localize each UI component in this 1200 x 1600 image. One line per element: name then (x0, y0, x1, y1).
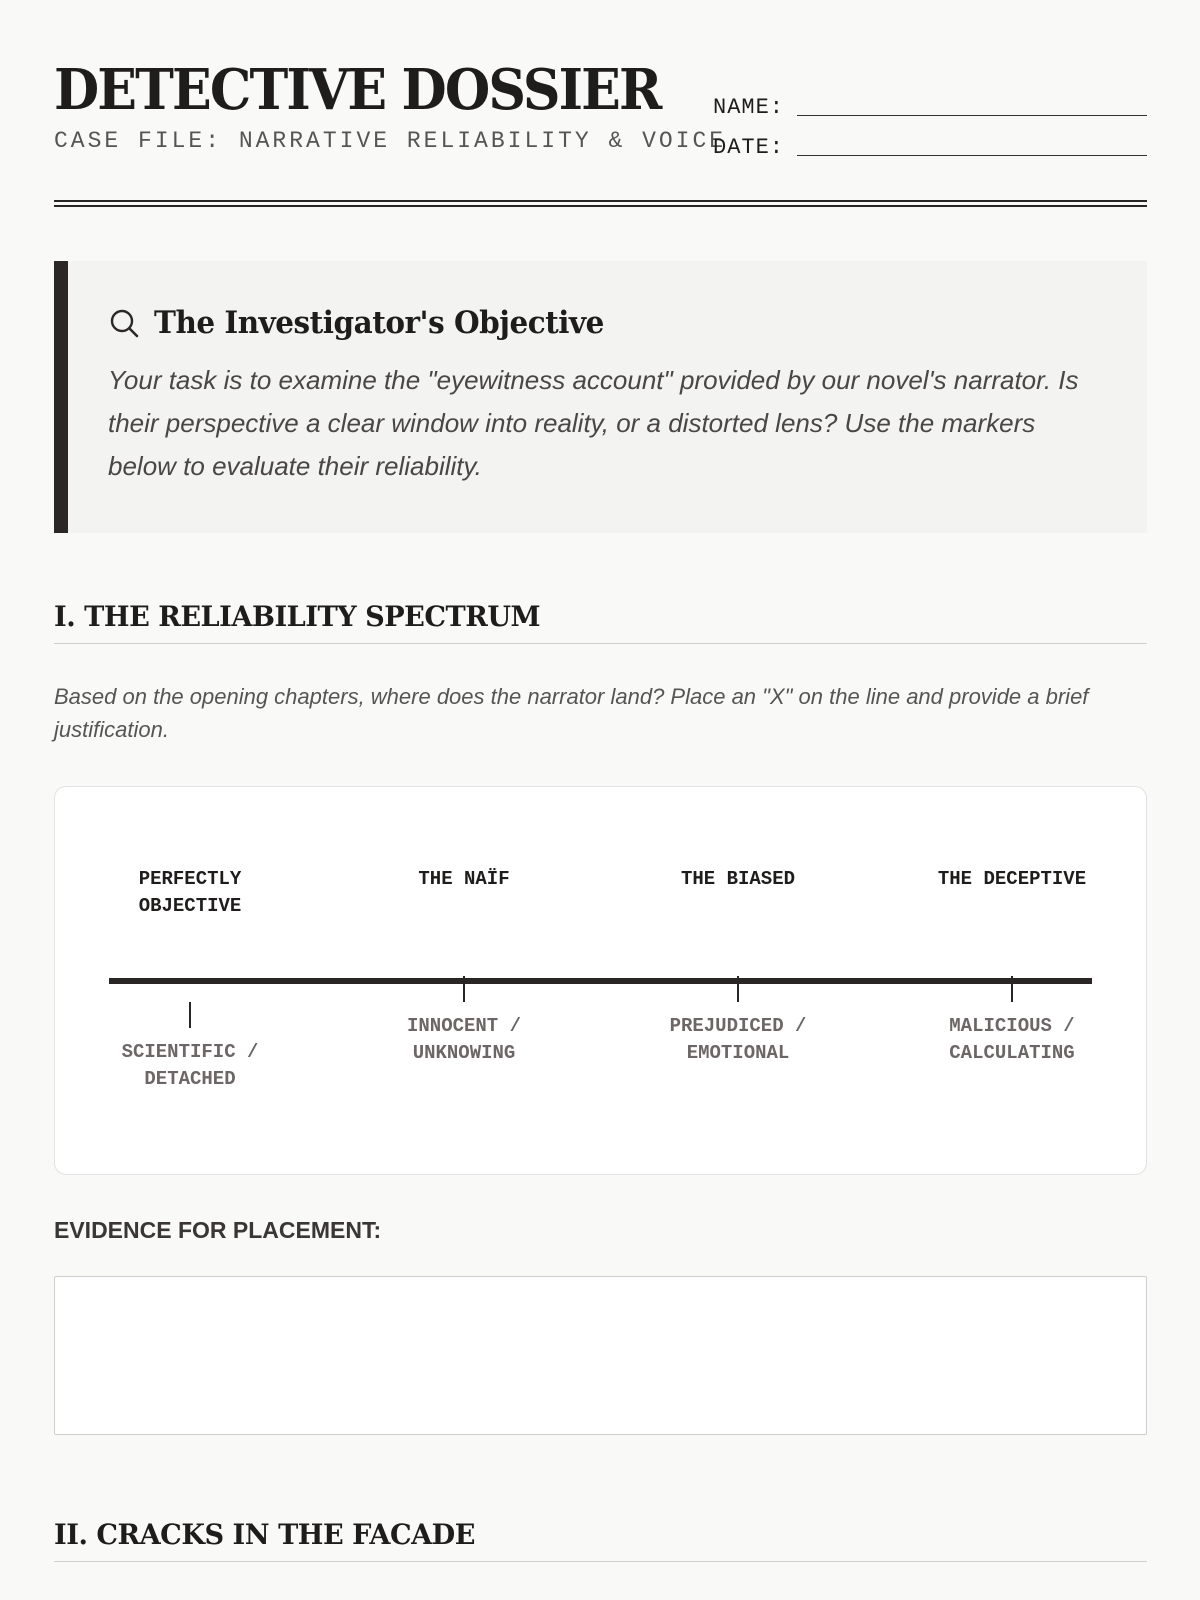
name-label: NAME: (713, 95, 785, 120)
evidence-text-area[interactable] (54, 1276, 1147, 1435)
spectrum-tick (463, 976, 465, 1002)
marker-bottom-label: PREJUDICED / EMOTIONAL (669, 1015, 807, 1064)
marker-bottom-label: MALICIOUS / CALCULATING (949, 1015, 1075, 1064)
marker-top-label: THE BIASED (680, 868, 796, 890)
objective-text: Your task is to examine the "eyewitness account" provided by our novel's narrator. Is their perspective a clear window into reality, or a distorted lens? Use the markers below to evaluate their reliability. (108, 365, 1079, 481)
name-field-row (713, 88, 1147, 122)
spectrum-tick (1011, 976, 1013, 1002)
spectrum-line[interactable] (109, 978, 1092, 984)
spectrum-tick (189, 1002, 191, 1028)
spectrum-tick (737, 976, 739, 1002)
marker-bottom-label: INNOCENT / UNKNOWING (406, 1015, 522, 1064)
name-input-line[interactable] (797, 110, 1147, 116)
section-heading-cracks-in-facade (54, 1518, 1147, 1562)
spectrum-instructions: Based on the opening chapters, where does the narrator land? Place an "X" on the line and provide a brief justification. (54, 684, 1089, 742)
header-divider (54, 200, 1147, 207)
marker-top-label: THE NAÏF (418, 868, 510, 890)
page-title: DETECTIVE DOSSIER (54, 57, 661, 123)
date-label: DATE: (713, 135, 785, 160)
objective-title: The Investigator's Objective (154, 305, 604, 341)
date-field-row (713, 128, 1147, 162)
case-file-subtitle: CASE FILE: NARRATIVE RELIABILITY & VOICE (54, 128, 727, 154)
date-input-line[interactable] (797, 150, 1147, 156)
worksheet-page (54, 0, 1147, 1600)
search-icon (108, 307, 140, 339)
reliability-spectrum-card (54, 786, 1147, 1175)
section-heading-reliability-spectrum (54, 600, 1147, 644)
marker-bottom-label: SCIENTIFIC / DETACHED (121, 1041, 259, 1090)
section-heading-text: II. CRACKS IN THE FACADE (54, 1518, 475, 1551)
section-heading-text: I. THE RELIABILITY SPECTRUM (54, 600, 541, 633)
evidence-label: EVIDENCE FOR PLACEMENT: (54, 1217, 382, 1243)
objective-box (54, 261, 1147, 533)
marker-top-label: PERFECTLY OBJECTIVE (138, 868, 242, 917)
objective-heading (108, 305, 628, 341)
dossier-header (54, 56, 1147, 206)
marker-top-label: THE DECEPTIVE (937, 868, 1087, 890)
